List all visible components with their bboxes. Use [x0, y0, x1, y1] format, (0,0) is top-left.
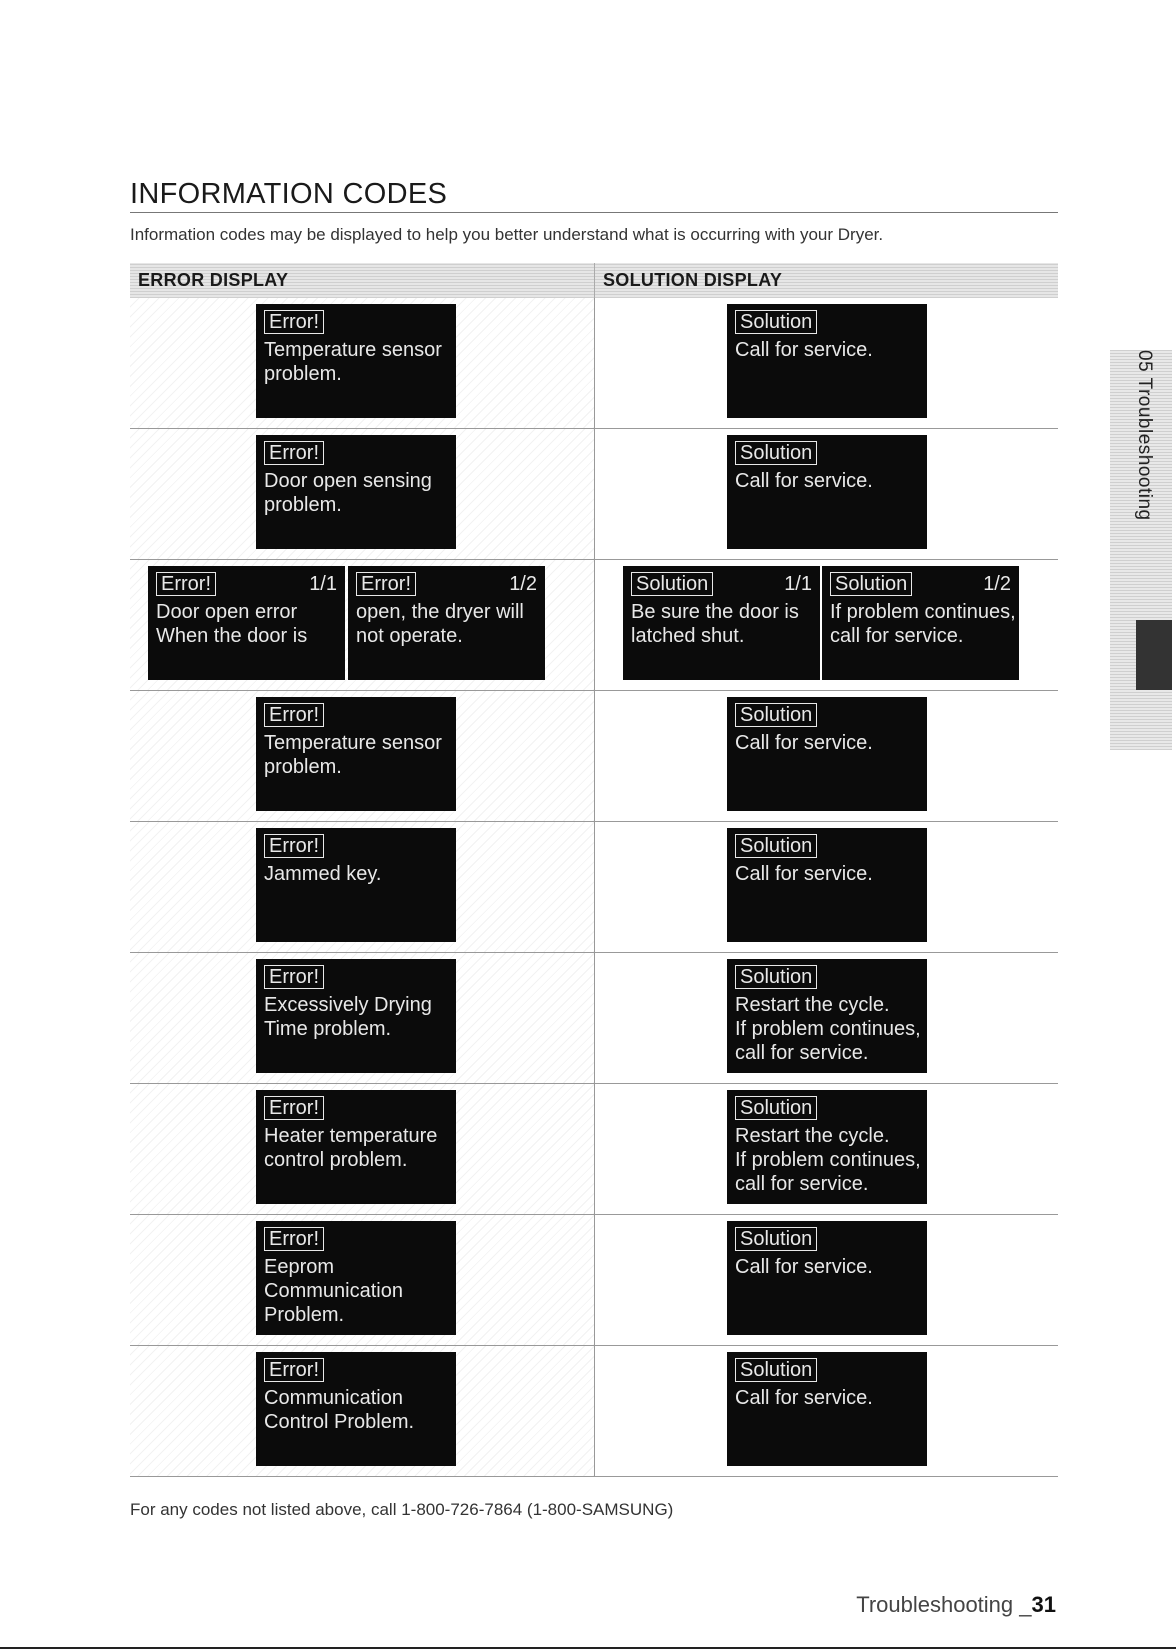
error-badge: Error! [264, 1227, 324, 1251]
solution-badge: Solution [631, 572, 713, 596]
solution-badge: Solution [830, 572, 912, 596]
solution-message-line: Call for service. [735, 1387, 873, 1409]
solution-message-line: Call for service. [735, 863, 873, 885]
error-cell [130, 1346, 594, 1476]
bottom-divider [0, 1647, 1176, 1649]
solution-screen [822, 566, 1019, 680]
solution-message-line: If problem continues, [735, 1149, 921, 1171]
page-indicator: 1/1 [309, 573, 337, 595]
error-badge: Error! [356, 572, 416, 596]
error-message-line: Time problem. [264, 1018, 392, 1040]
page-label: Troubleshooting _ [856, 1592, 1032, 1617]
table-body [130, 298, 1058, 1477]
error-cell [130, 953, 594, 1083]
error-message-line: problem. [264, 363, 342, 385]
error-message-line: control problem. [264, 1149, 408, 1171]
solution-cell [594, 560, 1058, 690]
title-divider [130, 212, 1058, 213]
error-message-line: Jammed key. [264, 863, 382, 885]
solution-badge: Solution [735, 965, 817, 989]
table-row [130, 822, 1058, 953]
solution-cell [594, 1346, 1058, 1476]
error-cell [130, 822, 594, 952]
page-title: INFORMATION CODES [130, 178, 448, 210]
error-cell [130, 560, 594, 690]
side-tab-marker [1136, 620, 1172, 690]
intro-text: Information codes may be displayed to help you better understand what is occurring with your Dryer. [130, 225, 884, 244]
solution-message-line: call for service. [735, 1042, 869, 1064]
error-screen [256, 959, 456, 1073]
info-codes-table [130, 263, 1058, 1477]
solution-badge: Solution [735, 1358, 817, 1382]
error-badge: Error! [264, 310, 324, 334]
solution-screen [727, 1352, 927, 1466]
header-solution-display: SOLUTION DISPLAY [594, 263, 1058, 298]
error-message-line: Communication [264, 1280, 403, 1302]
error-message-line: Excessively Drying [264, 994, 432, 1016]
error-message-line: problem. [264, 756, 342, 778]
error-screen [256, 1352, 456, 1466]
solution-message-line: call for service. [830, 625, 964, 647]
error-screen [348, 566, 545, 680]
solution-cell [594, 1215, 1058, 1345]
solution-message-line: Call for service. [735, 339, 873, 361]
table-header [130, 263, 1058, 298]
error-cell [130, 1215, 594, 1345]
solution-message-line: call for service. [735, 1173, 869, 1195]
header-error-display: ERROR DISPLAY [130, 263, 594, 298]
error-badge: Error! [156, 572, 216, 596]
table-row [130, 560, 1058, 691]
error-screen [256, 828, 456, 942]
solution-message-line: Call for service. [735, 1256, 873, 1278]
error-message-line: Problem. [264, 1304, 345, 1326]
error-message-line: Temperature sensor [264, 732, 442, 754]
page-indicator: 1/2 [509, 573, 537, 595]
solution-badge: Solution [735, 834, 817, 858]
error-message-line: Communication [264, 1387, 403, 1409]
solution-message-line: Call for service. [735, 470, 873, 492]
solution-message-line: Restart the cycle. [735, 1125, 890, 1147]
error-badge: Error! [264, 1096, 324, 1120]
error-screen [256, 435, 456, 549]
solution-message-line: If problem continues, [830, 601, 1016, 623]
table-row [130, 1084, 1058, 1215]
error-message-line: When the door is [156, 625, 308, 647]
solution-badge: Solution [735, 1096, 817, 1120]
solution-cell [594, 691, 1058, 821]
page-indicator: 1/1 [784, 573, 812, 595]
error-badge: Error! [264, 965, 324, 989]
error-badge: Error! [264, 834, 324, 858]
error-message-line: Control Problem. [264, 1411, 415, 1433]
table-row [130, 1346, 1058, 1477]
solution-message-line: latched shut. [631, 625, 745, 647]
solution-screen [727, 304, 927, 418]
solution-screen [623, 566, 820, 680]
table-row [130, 429, 1058, 560]
page-indicator: 1/2 [983, 573, 1011, 595]
error-badge: Error! [264, 703, 324, 727]
table-row [130, 953, 1058, 1084]
solution-screen [727, 435, 927, 549]
solution-screen [727, 697, 927, 811]
solution-cell [594, 822, 1058, 952]
solution-badge: Solution [735, 310, 817, 334]
solution-message-line: Call for service. [735, 732, 873, 754]
error-cell [130, 1084, 594, 1214]
error-message-line: open, the dryer will [356, 601, 524, 623]
error-cell [130, 691, 594, 821]
error-badge: Error! [264, 1358, 324, 1382]
solution-screen [727, 1090, 927, 1204]
table-row [130, 298, 1058, 429]
solution-message-line: Be sure the door is [631, 601, 799, 623]
footer-note: For any codes not listed above, call 1-800-726-7864 (1-800-SAMSUNG) [130, 1500, 674, 1519]
solution-screen [727, 959, 927, 1073]
page-footer [856, 1592, 1056, 1618]
error-cell [130, 429, 594, 559]
side-tab-label: 05 Troubleshooting [1134, 350, 1155, 521]
error-cell [130, 298, 594, 428]
solution-screen [727, 828, 927, 942]
solution-cell [594, 429, 1058, 559]
error-message-line: Door open error [156, 601, 298, 623]
solution-cell [594, 953, 1058, 1083]
solution-message-line: If problem continues, [735, 1018, 921, 1040]
error-screen [256, 697, 456, 811]
solution-badge: Solution [735, 441, 817, 465]
error-message-line: not operate. [356, 625, 463, 647]
error-screen [148, 566, 345, 680]
error-screen [256, 1221, 456, 1335]
error-message-line: Heater temperature [264, 1125, 438, 1147]
error-screen [256, 1090, 456, 1204]
error-screen [256, 304, 456, 418]
solution-cell [594, 298, 1058, 428]
page-number: 31 [1031, 1592, 1056, 1617]
table-row [130, 1215, 1058, 1346]
error-message-line: Eeprom [264, 1256, 335, 1278]
error-badge: Error! [264, 441, 324, 465]
error-message-line: problem. [264, 494, 342, 516]
solution-cell [594, 1084, 1058, 1214]
solution-message-line: Restart the cycle. [735, 994, 890, 1016]
solution-badge: Solution [735, 703, 817, 727]
error-message-line: Temperature sensor [264, 339, 442, 361]
error-message-line: Door open sensing [264, 470, 432, 492]
solution-badge: Solution [735, 1227, 817, 1251]
solution-screen [727, 1221, 927, 1335]
table-row [130, 691, 1058, 822]
